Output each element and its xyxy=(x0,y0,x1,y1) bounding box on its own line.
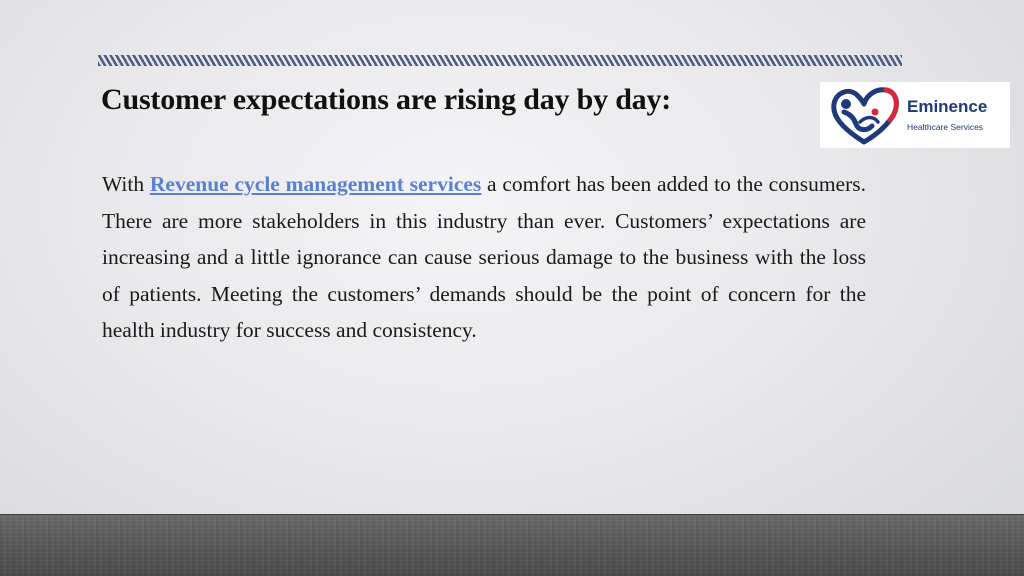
paragraph-rest: a comfort has been added to the consumers. There are more stakeholders in this industry than ever. Customers’ expectations are increasing and a little ignorance can cause serious damage to the business with the loss of patients. Meeting the customers’ demands should be the point of concern for the health industry for success and consistency. xyxy=(102,172,866,343)
decorative-stripe-bar xyxy=(98,55,902,66)
paragraph-lead: With xyxy=(102,172,150,196)
logo-name: Eminence xyxy=(907,97,988,116)
body-paragraph xyxy=(102,166,866,349)
heart-logo-icon xyxy=(820,82,906,148)
slide-title: Customer expectations are rising day by day: xyxy=(101,83,672,116)
company-logo xyxy=(820,82,1010,148)
revenue-cycle-link[interactable]: Revenue cycle management services xyxy=(149,172,482,196)
logo-tagline: Healthcare Services xyxy=(907,122,984,132)
floor-band xyxy=(0,514,1024,576)
